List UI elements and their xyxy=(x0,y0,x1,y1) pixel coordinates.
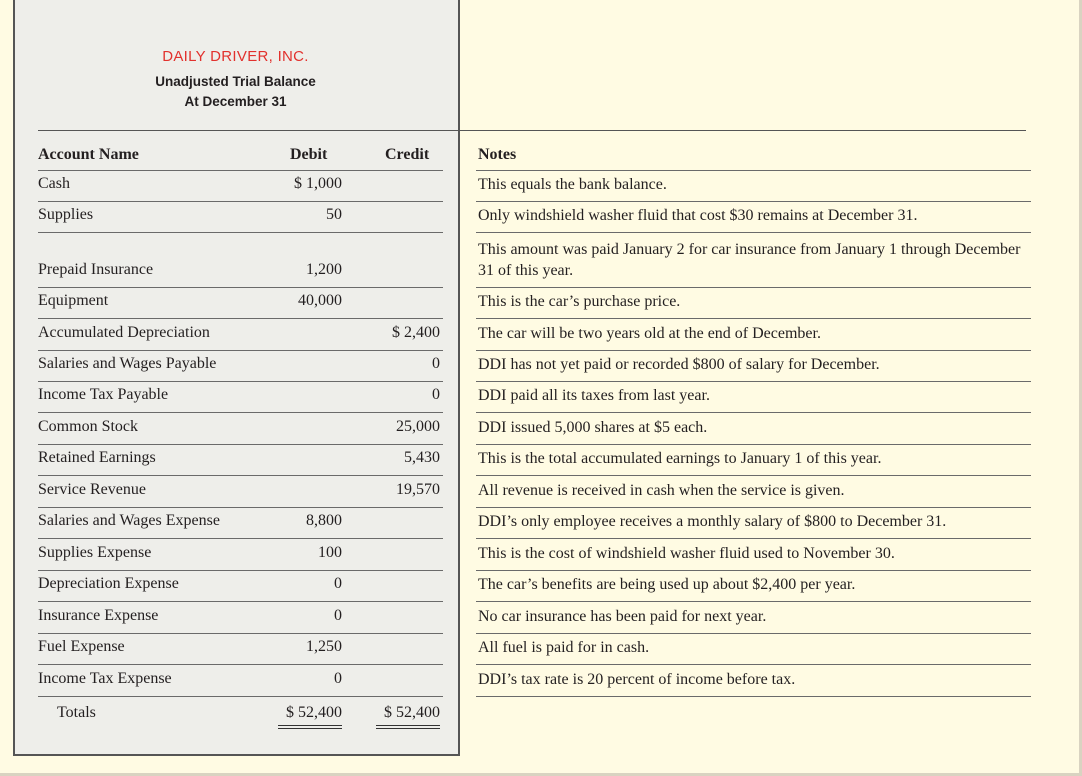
total-debit-double-rule-2 xyxy=(278,728,342,729)
credit-amount: 5,430 xyxy=(404,449,440,466)
note-text: DDI’s tax rate is 20 percent of income before tax. xyxy=(478,671,796,688)
note-rule xyxy=(476,538,1031,539)
note-text: DDI paid all its taxes from last year. xyxy=(478,387,710,404)
debit-header: Debit xyxy=(290,146,328,163)
note-text: No car insurance has been paid for next year. xyxy=(478,608,767,625)
note-rule xyxy=(476,318,1031,319)
debit-amount: 1,250 xyxy=(306,638,342,655)
row-rule xyxy=(38,633,443,634)
row-rule xyxy=(38,170,443,171)
credit-amount: 25,000 xyxy=(396,418,440,435)
account-name: Common Stock xyxy=(38,418,139,435)
account-name: Salaries and Wages Payable xyxy=(38,355,217,372)
total-credit-double-rule-2 xyxy=(376,728,440,729)
account-name: Supplies Expense xyxy=(38,544,152,561)
report-date: At December 31 xyxy=(184,94,287,109)
debit-amount: 0 xyxy=(334,607,342,624)
row-rule xyxy=(38,318,443,319)
debit-amount: 0 xyxy=(334,670,342,687)
note-text: This is the car’s purchase price. xyxy=(478,293,681,310)
note-rule xyxy=(476,444,1031,445)
row-rule xyxy=(38,232,443,233)
note-rule xyxy=(476,664,1031,665)
note-text: This equals the bank balance. xyxy=(478,176,667,193)
row-rule xyxy=(38,696,443,697)
note-text: All fuel is paid for in cash. xyxy=(478,639,650,656)
account-name: Cash xyxy=(38,175,70,192)
row-rule xyxy=(38,350,443,351)
row-rule xyxy=(38,201,443,202)
note-text: DDI issued 5,000 shares at $5 each. xyxy=(478,419,708,436)
note-rule xyxy=(476,633,1031,634)
note-text: This amount was paid January 2 for car insurance from January 1 through December 31 of this year. xyxy=(478,241,1021,279)
account-name: Accumulated Depreciation xyxy=(38,324,210,341)
row-rule xyxy=(38,444,443,445)
account-name: Income Tax Expense xyxy=(38,670,172,687)
row-rule xyxy=(38,475,443,476)
row-rule xyxy=(38,664,443,665)
note-rule xyxy=(476,170,1031,171)
note-rule xyxy=(476,696,1031,697)
account-name: Retained Earnings xyxy=(38,449,156,466)
debit-amount: 0 xyxy=(334,575,342,592)
row-rule xyxy=(38,507,443,508)
total-debit-double-rule-1 xyxy=(278,725,342,726)
note-rule xyxy=(476,601,1031,602)
company-name: DAILY DRIVER, INC. xyxy=(162,48,309,65)
note-rule xyxy=(476,570,1031,571)
debit-amount: 40,000 xyxy=(298,292,342,309)
credit-amount: 0 xyxy=(432,386,440,403)
total-credit: $ 52,400 xyxy=(384,704,440,721)
account-name: Insurance Expense xyxy=(38,607,159,624)
credit-header: Credit xyxy=(385,146,430,163)
debit-amount: 50 xyxy=(326,206,342,223)
note-text: This is the cost of windshield washer fluid used to November 30. xyxy=(478,545,895,562)
account-name: Service Revenue xyxy=(38,481,146,498)
account-name: Prepaid Insurance xyxy=(38,261,154,278)
total-credit-double-rule-1 xyxy=(376,725,440,726)
note-text: The car will be two years old at the end of December. xyxy=(478,325,821,342)
row-rule xyxy=(38,538,443,539)
credit-amount: 0 xyxy=(432,355,440,372)
debit-amount: 1,200 xyxy=(306,261,342,278)
account-name: Income Tax Payable xyxy=(38,386,169,403)
debit-amount: 100 xyxy=(318,544,342,561)
note-rule xyxy=(476,201,1031,202)
note-text: DDI has not yet paid or recorded $800 of salary for December. xyxy=(478,356,880,373)
total-debit: $ 52,400 xyxy=(286,704,342,721)
note-rule xyxy=(476,287,1031,288)
note-rule xyxy=(476,475,1031,476)
row-rule xyxy=(38,601,443,602)
note-text: Only windshield washer fluid that cost $30 remains at December 31. xyxy=(478,207,918,224)
debit-amount: $ 1,000 xyxy=(294,175,342,192)
account-name-header: Account Name xyxy=(38,146,139,163)
account-name: Salaries and Wages Expense xyxy=(38,512,220,529)
credit-amount: $ 2,400 xyxy=(392,324,440,341)
row-rule xyxy=(38,381,443,382)
note-rule xyxy=(476,381,1031,382)
totals-label: Totals xyxy=(57,704,96,721)
account-name: Supplies xyxy=(38,206,94,223)
note-text: All revenue is received in cash when the service is given. xyxy=(478,482,845,499)
account-name: Depreciation Expense xyxy=(38,575,179,592)
note-rule xyxy=(476,350,1031,351)
row-rule xyxy=(38,287,443,288)
note-rule xyxy=(476,507,1031,508)
top-rule xyxy=(38,130,1026,131)
note-text: This is the total accumulated earnings to January 1 of this year. xyxy=(478,450,882,467)
account-name: Fuel Expense xyxy=(38,638,125,655)
note-text: DDI’s only employee receives a monthly salary of $800 to December 31. xyxy=(478,513,947,530)
credit-amount: 19,570 xyxy=(396,481,440,498)
row-rule xyxy=(38,570,443,571)
account-name: Equipment xyxy=(38,292,109,309)
note-rule xyxy=(476,412,1031,413)
note-rule xyxy=(476,232,1031,233)
row-rule xyxy=(38,412,443,413)
debit-amount: 8,800 xyxy=(306,512,342,529)
notes-header: Notes xyxy=(478,146,517,163)
note-text: The car’s benefits are being used up about $2,400 per year. xyxy=(478,576,856,593)
report-title: Unadjusted Trial Balance xyxy=(155,74,316,89)
